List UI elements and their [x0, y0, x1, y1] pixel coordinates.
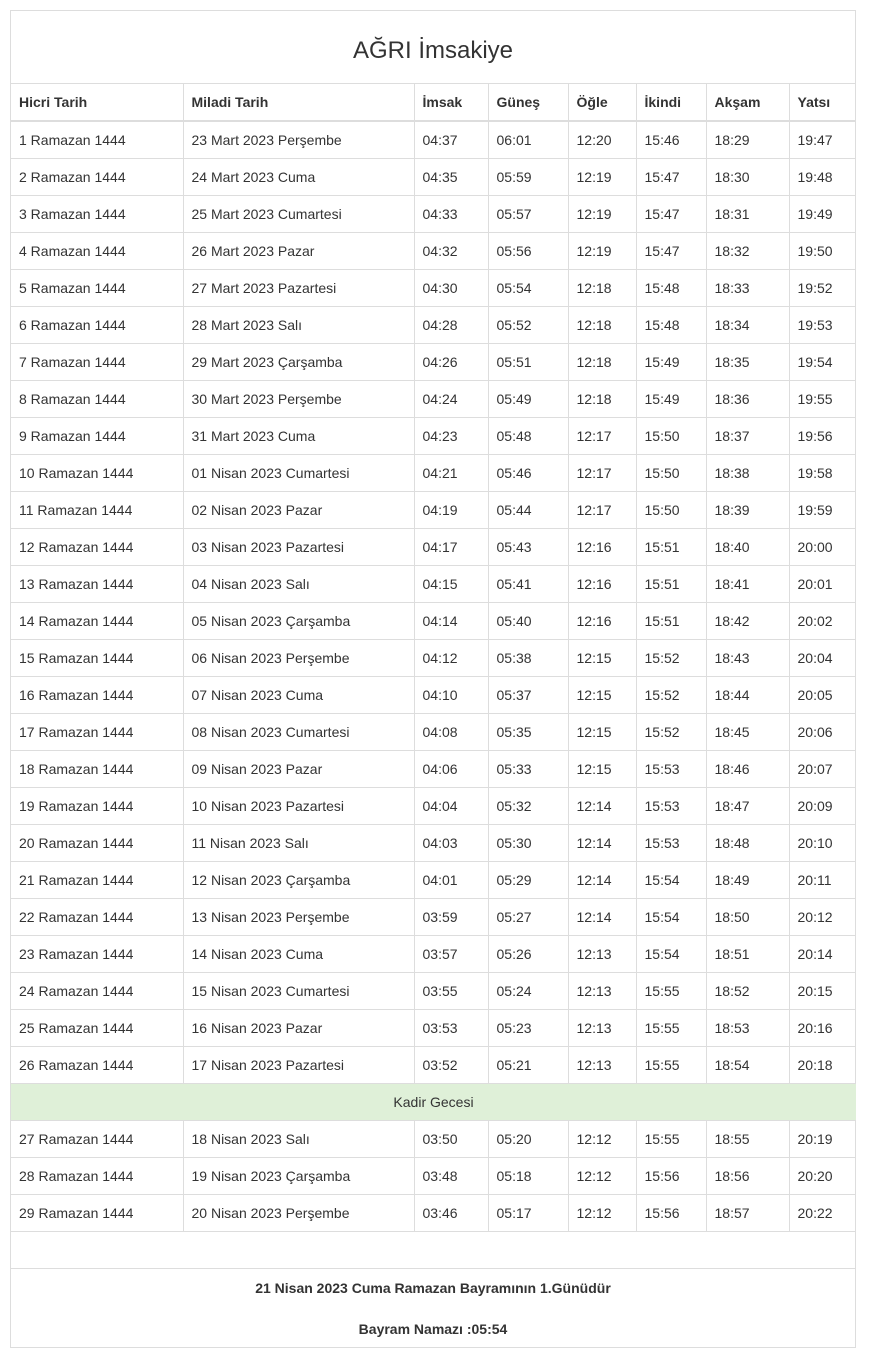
ogle-cell: 12:19	[568, 233, 636, 270]
gunes-cell: 05:56	[488, 233, 568, 270]
ikindi-cell: 15:48	[636, 307, 706, 344]
ogle-cell: 12:18	[568, 381, 636, 418]
table-footer	[11, 1269, 855, 1349]
yatsi-cell: 19:53	[789, 307, 856, 344]
column-header-hicri: Hicri Tarih	[11, 84, 183, 121]
hicri-date-cell: 16 Ramazan 1444	[11, 677, 183, 714]
table-row	[11, 862, 856, 899]
imsak-cell: 04:37	[414, 121, 488, 159]
imsakiye-table	[11, 84, 856, 1232]
hicri-date-cell: 17 Ramazan 1444	[11, 714, 183, 751]
imsak-cell: 04:32	[414, 233, 488, 270]
ikindi-cell: 15:51	[636, 529, 706, 566]
ogle-cell: 12:16	[568, 603, 636, 640]
gunes-cell: 05:54	[488, 270, 568, 307]
miladi-date-cell: 25 Mart 2023 Cumartesi	[183, 196, 414, 233]
table-row	[11, 196, 856, 233]
miladi-date-cell: 06 Nisan 2023 Perşembe	[183, 640, 414, 677]
table-row	[11, 1195, 856, 1232]
yatsi-cell: 20:01	[789, 566, 856, 603]
ikindi-cell: 15:50	[636, 418, 706, 455]
imsak-cell: 04:03	[414, 825, 488, 862]
gunes-cell: 05:32	[488, 788, 568, 825]
hicri-date-cell: 24 Ramazan 1444	[11, 973, 183, 1010]
imsak-cell: 03:55	[414, 973, 488, 1010]
yatsi-cell: 20:18	[789, 1047, 856, 1084]
hicri-date-cell: 29 Ramazan 1444	[11, 1195, 183, 1232]
hicri-date-cell: 18 Ramazan 1444	[11, 751, 183, 788]
table-row	[11, 788, 856, 825]
gunes-cell: 05:57	[488, 196, 568, 233]
gunes-cell: 05:17	[488, 1195, 568, 1232]
miladi-date-cell: 28 Mart 2023 Salı	[183, 307, 414, 344]
ikindi-cell: 15:49	[636, 381, 706, 418]
table-row	[11, 640, 856, 677]
table-row	[11, 751, 856, 788]
miladi-date-cell: 04 Nisan 2023 Salı	[183, 566, 414, 603]
yatsi-cell: 20:02	[789, 603, 856, 640]
gunes-cell: 05:38	[488, 640, 568, 677]
miladi-date-cell: 13 Nisan 2023 Perşembe	[183, 899, 414, 936]
imsakiye-panel	[10, 10, 856, 1348]
miladi-date-cell: 08 Nisan 2023 Cumartesi	[183, 714, 414, 751]
ikindi-cell: 15:53	[636, 751, 706, 788]
imsak-cell: 04:24	[414, 381, 488, 418]
yatsi-cell: 20:15	[789, 973, 856, 1010]
aksam-cell: 18:31	[706, 196, 789, 233]
gunes-cell: 05:35	[488, 714, 568, 751]
imsak-cell: 04:28	[414, 307, 488, 344]
gunes-cell: 05:52	[488, 307, 568, 344]
hicri-date-cell: 27 Ramazan 1444	[11, 1121, 183, 1158]
ogle-cell: 12:14	[568, 899, 636, 936]
table-header-row	[11, 84, 856, 121]
yatsi-cell: 20:14	[789, 936, 856, 973]
hicri-date-cell: 11 Ramazan 1444	[11, 492, 183, 529]
aksam-cell: 18:39	[706, 492, 789, 529]
miladi-date-cell: 16 Nisan 2023 Pazar	[183, 1010, 414, 1047]
ikindi-cell: 15:50	[636, 455, 706, 492]
column-header-ogle: Öğle	[568, 84, 636, 121]
imsak-cell: 04:21	[414, 455, 488, 492]
ogle-cell: 12:14	[568, 862, 636, 899]
gunes-cell: 06:01	[488, 121, 568, 159]
table-row	[11, 1010, 856, 1047]
ogle-cell: 12:15	[568, 751, 636, 788]
aksam-cell: 18:37	[706, 418, 789, 455]
gunes-cell: 05:40	[488, 603, 568, 640]
aksam-cell: 18:34	[706, 307, 789, 344]
ikindi-cell: 15:55	[636, 1121, 706, 1158]
yatsi-cell: 19:58	[789, 455, 856, 492]
hicri-date-cell: 10 Ramazan 1444	[11, 455, 183, 492]
ikindi-cell: 15:53	[636, 788, 706, 825]
ogle-cell: 12:15	[568, 677, 636, 714]
miladi-date-cell: 29 Mart 2023 Çarşamba	[183, 344, 414, 381]
gunes-cell: 05:23	[488, 1010, 568, 1047]
imsak-cell: 03:46	[414, 1195, 488, 1232]
aksam-cell: 18:50	[706, 899, 789, 936]
aksam-cell: 18:48	[706, 825, 789, 862]
gunes-cell: 05:43	[488, 529, 568, 566]
imsak-cell: 04:14	[414, 603, 488, 640]
yatsi-cell: 20:10	[789, 825, 856, 862]
column-header-yatsi: Yatsı	[789, 84, 856, 121]
gunes-cell: 05:30	[488, 825, 568, 862]
gunes-cell: 05:44	[488, 492, 568, 529]
miladi-date-cell: 17 Nisan 2023 Pazartesi	[183, 1047, 414, 1084]
table-row	[11, 1047, 856, 1084]
aksam-cell: 18:30	[706, 159, 789, 196]
table-row	[11, 1158, 856, 1195]
ikindi-cell: 15:56	[636, 1158, 706, 1195]
table-row	[11, 270, 856, 307]
imsak-cell: 03:48	[414, 1158, 488, 1195]
imsak-cell: 04:15	[414, 566, 488, 603]
hicri-date-cell: 26 Ramazan 1444	[11, 1047, 183, 1084]
table-row	[11, 121, 856, 159]
table-row	[11, 677, 856, 714]
ikindi-cell: 15:55	[636, 973, 706, 1010]
imsak-cell: 04:06	[414, 751, 488, 788]
ogle-cell: 12:14	[568, 788, 636, 825]
ogle-cell: 12:16	[568, 529, 636, 566]
aksam-cell: 18:52	[706, 973, 789, 1010]
aksam-cell: 18:29	[706, 121, 789, 159]
gunes-cell: 05:33	[488, 751, 568, 788]
bayram-namazi-text: Bayram Namazı :05:54	[358, 1321, 508, 1337]
ogle-cell: 12:18	[568, 307, 636, 344]
gunes-cell: 05:37	[488, 677, 568, 714]
miladi-date-cell: 07 Nisan 2023 Cuma	[183, 677, 414, 714]
ogle-cell: 12:15	[568, 640, 636, 677]
miladi-date-cell: 12 Nisan 2023 Çarşamba	[183, 862, 414, 899]
gunes-cell: 05:51	[488, 344, 568, 381]
gunes-cell: 05:24	[488, 973, 568, 1010]
gunes-cell: 05:27	[488, 899, 568, 936]
aksam-cell: 18:55	[706, 1121, 789, 1158]
aksam-cell: 18:32	[706, 233, 789, 270]
miladi-date-cell: 31 Mart 2023 Cuma	[183, 418, 414, 455]
table-row	[11, 381, 856, 418]
hicri-date-cell: 14 Ramazan 1444	[11, 603, 183, 640]
gunes-cell: 05:20	[488, 1121, 568, 1158]
ikindi-cell: 15:52	[636, 640, 706, 677]
hicri-date-cell: 19 Ramazan 1444	[11, 788, 183, 825]
ogle-cell: 12:12	[568, 1121, 636, 1158]
bayram-text: 21 Nisan 2023 Cuma Ramazan Bayramının 1.Günüdür	[255, 1280, 611, 1296]
ikindi-cell: 15:56	[636, 1195, 706, 1232]
ogle-cell: 12:16	[568, 566, 636, 603]
imsak-cell: 04:33	[414, 196, 488, 233]
hicri-date-cell: 6 Ramazan 1444	[11, 307, 183, 344]
hicri-date-cell: 21 Ramazan 1444	[11, 862, 183, 899]
ogle-cell: 12:13	[568, 936, 636, 973]
imsak-cell: 04:35	[414, 159, 488, 196]
column-header-gunes: Güneş	[488, 84, 568, 121]
ogle-cell: 12:18	[568, 270, 636, 307]
ikindi-cell: 15:49	[636, 344, 706, 381]
ikindi-cell: 15:52	[636, 677, 706, 714]
aksam-cell: 18:46	[706, 751, 789, 788]
hicri-date-cell: 2 Ramazan 1444	[11, 159, 183, 196]
hicri-date-cell: 20 Ramazan 1444	[11, 825, 183, 862]
ogle-cell: 12:19	[568, 196, 636, 233]
gunes-cell: 05:18	[488, 1158, 568, 1195]
ogle-cell: 12:17	[568, 418, 636, 455]
ikindi-cell: 15:48	[636, 270, 706, 307]
miladi-date-cell: 10 Nisan 2023 Pazartesi	[183, 788, 414, 825]
yatsi-cell: 19:56	[789, 418, 856, 455]
kadir-gecesi-label: Kadir Gecesi	[11, 1084, 856, 1121]
aksam-cell: 18:45	[706, 714, 789, 751]
gunes-cell: 05:21	[488, 1047, 568, 1084]
aksam-cell: 18:56	[706, 1158, 789, 1195]
aksam-cell: 18:53	[706, 1010, 789, 1047]
gunes-cell: 05:46	[488, 455, 568, 492]
table-row	[11, 899, 856, 936]
column-header-miladi: Miladi Tarih	[183, 84, 414, 121]
table-row	[11, 566, 856, 603]
hicri-date-cell: 25 Ramazan 1444	[11, 1010, 183, 1047]
miladi-date-cell: 27 Mart 2023 Pazartesi	[183, 270, 414, 307]
aksam-cell: 18:40	[706, 529, 789, 566]
ogle-cell: 12:13	[568, 973, 636, 1010]
ogle-cell: 12:20	[568, 121, 636, 159]
yatsi-cell: 20:22	[789, 1195, 856, 1232]
gunes-cell: 05:41	[488, 566, 568, 603]
aksam-cell: 18:51	[706, 936, 789, 973]
yatsi-cell: 19:54	[789, 344, 856, 381]
miladi-date-cell: 24 Mart 2023 Cuma	[183, 159, 414, 196]
hicri-date-cell: 7 Ramazan 1444	[11, 344, 183, 381]
miladi-date-cell: 23 Mart 2023 Perşembe	[183, 121, 414, 159]
yatsi-cell: 19:59	[789, 492, 856, 529]
ogle-cell: 12:12	[568, 1158, 636, 1195]
miladi-date-cell: 01 Nisan 2023 Cumartesi	[183, 455, 414, 492]
page-title: AĞRI İmsakiye	[11, 11, 855, 84]
aksam-cell: 18:57	[706, 1195, 789, 1232]
table-row	[11, 492, 856, 529]
ikindi-cell: 15:47	[636, 196, 706, 233]
hicri-date-cell: 15 Ramazan 1444	[11, 640, 183, 677]
imsak-cell: 03:59	[414, 899, 488, 936]
table-row	[11, 307, 856, 344]
gunes-cell: 05:49	[488, 381, 568, 418]
yatsi-cell: 20:04	[789, 640, 856, 677]
aksam-cell: 18:42	[706, 603, 789, 640]
yatsi-cell: 19:52	[789, 270, 856, 307]
ikindi-cell: 15:52	[636, 714, 706, 751]
imsak-cell: 04:17	[414, 529, 488, 566]
ogle-cell: 12:14	[568, 825, 636, 862]
aksam-cell: 18:43	[706, 640, 789, 677]
footer-spacer	[11, 1232, 855, 1269]
hicri-date-cell: 3 Ramazan 1444	[11, 196, 183, 233]
aksam-cell: 18:36	[706, 381, 789, 418]
hicri-date-cell: 4 Ramazan 1444	[11, 233, 183, 270]
hicri-date-cell: 8 Ramazan 1444	[11, 381, 183, 418]
hicri-date-cell: 28 Ramazan 1444	[11, 1158, 183, 1195]
table-row	[11, 973, 856, 1010]
gunes-cell: 05:59	[488, 159, 568, 196]
ogle-cell: 12:17	[568, 455, 636, 492]
hicri-date-cell: 23 Ramazan 1444	[11, 936, 183, 973]
hicri-date-cell: 13 Ramazan 1444	[11, 566, 183, 603]
yatsi-cell: 19:50	[789, 233, 856, 270]
imsak-cell: 04:30	[414, 270, 488, 307]
aksam-cell: 18:49	[706, 862, 789, 899]
imsak-cell: 04:04	[414, 788, 488, 825]
ogle-cell: 12:19	[568, 159, 636, 196]
ogle-cell: 12:17	[568, 492, 636, 529]
yatsi-cell: 20:20	[789, 1158, 856, 1195]
ikindi-cell: 15:54	[636, 862, 706, 899]
miladi-date-cell: 11 Nisan 2023 Salı	[183, 825, 414, 862]
imsak-cell: 04:08	[414, 714, 488, 751]
yatsi-cell: 20:06	[789, 714, 856, 751]
table-row	[11, 418, 856, 455]
ikindi-cell: 15:55	[636, 1047, 706, 1084]
ikindi-cell: 15:50	[636, 492, 706, 529]
column-header-ikindi: İkindi	[636, 84, 706, 121]
table-body	[11, 121, 856, 1232]
ogle-cell: 12:15	[568, 714, 636, 751]
yatsi-cell: 20:11	[789, 862, 856, 899]
gunes-cell: 05:29	[488, 862, 568, 899]
yatsi-cell: 20:09	[789, 788, 856, 825]
miladi-date-cell: 02 Nisan 2023 Pazar	[183, 492, 414, 529]
ikindi-cell: 15:54	[636, 936, 706, 973]
aksam-cell: 18:47	[706, 788, 789, 825]
table-row	[11, 603, 856, 640]
miladi-date-cell: 20 Nisan 2023 Perşembe	[183, 1195, 414, 1232]
yatsi-cell: 20:07	[789, 751, 856, 788]
yatsi-cell: 20:19	[789, 1121, 856, 1158]
hicri-date-cell: 9 Ramazan 1444	[11, 418, 183, 455]
miladi-date-cell: 14 Nisan 2023 Cuma	[183, 936, 414, 973]
miladi-date-cell: 19 Nisan 2023 Çarşamba	[183, 1158, 414, 1195]
aksam-cell: 18:33	[706, 270, 789, 307]
ikindi-cell: 15:53	[636, 825, 706, 862]
table-row	[11, 233, 856, 270]
ikindi-cell: 15:51	[636, 603, 706, 640]
imsak-cell: 04:26	[414, 344, 488, 381]
gunes-cell: 05:48	[488, 418, 568, 455]
aksam-cell: 18:54	[706, 1047, 789, 1084]
hicri-date-cell: 12 Ramazan 1444	[11, 529, 183, 566]
yatsi-cell: 20:00	[789, 529, 856, 566]
imsak-cell: 04:12	[414, 640, 488, 677]
miladi-date-cell: 09 Nisan 2023 Pazar	[183, 751, 414, 788]
table-row	[11, 936, 856, 973]
miladi-date-cell: 18 Nisan 2023 Salı	[183, 1121, 414, 1158]
hicri-date-cell: 1 Ramazan 1444	[11, 121, 183, 159]
table-row	[11, 159, 856, 196]
imsak-cell: 04:23	[414, 418, 488, 455]
table-row	[11, 529, 856, 566]
aksam-cell: 18:44	[706, 677, 789, 714]
ikindi-cell: 15:47	[636, 233, 706, 270]
imsak-cell: 04:01	[414, 862, 488, 899]
table-row	[11, 714, 856, 751]
ikindi-cell: 15:47	[636, 159, 706, 196]
miladi-date-cell: 03 Nisan 2023 Pazartesi	[183, 529, 414, 566]
ikindi-cell: 15:54	[636, 899, 706, 936]
table-row	[11, 344, 856, 381]
imsak-cell: 03:50	[414, 1121, 488, 1158]
hicri-date-cell: 22 Ramazan 1444	[11, 899, 183, 936]
ogle-cell: 12:13	[568, 1047, 636, 1084]
yatsi-cell: 20:12	[789, 899, 856, 936]
table-row	[11, 455, 856, 492]
imsak-cell: 04:19	[414, 492, 488, 529]
aksam-cell: 18:38	[706, 455, 789, 492]
ikindi-cell: 15:51	[636, 566, 706, 603]
column-header-aksam: Akşam	[706, 84, 789, 121]
kadir-gecesi-row	[11, 1084, 856, 1121]
table-row	[11, 825, 856, 862]
ogle-cell: 12:13	[568, 1010, 636, 1047]
ikindi-cell: 15:55	[636, 1010, 706, 1047]
imsak-cell: 03:53	[414, 1010, 488, 1047]
miladi-date-cell: 15 Nisan 2023 Cumartesi	[183, 973, 414, 1010]
column-header-imsak: İmsak	[414, 84, 488, 121]
yatsi-cell: 19:48	[789, 159, 856, 196]
yatsi-cell: 19:55	[789, 381, 856, 418]
yatsi-cell: 20:05	[789, 677, 856, 714]
hicri-date-cell: 5 Ramazan 1444	[11, 270, 183, 307]
miladi-date-cell: 26 Mart 2023 Pazar	[183, 233, 414, 270]
table-row	[11, 1121, 856, 1158]
gunes-cell: 05:26	[488, 936, 568, 973]
yatsi-cell: 19:47	[789, 121, 856, 159]
ogle-cell: 12:18	[568, 344, 636, 381]
imsak-cell: 04:10	[414, 677, 488, 714]
imsak-cell: 03:57	[414, 936, 488, 973]
ikindi-cell: 15:46	[636, 121, 706, 159]
imsak-cell: 03:52	[414, 1047, 488, 1084]
miladi-date-cell: 05 Nisan 2023 Çarşamba	[183, 603, 414, 640]
miladi-date-cell: 30 Mart 2023 Perşembe	[183, 381, 414, 418]
aksam-cell: 18:35	[706, 344, 789, 381]
aksam-cell: 18:41	[706, 566, 789, 603]
yatsi-cell: 20:16	[789, 1010, 856, 1047]
ogle-cell: 12:12	[568, 1195, 636, 1232]
yatsi-cell: 19:49	[789, 196, 856, 233]
